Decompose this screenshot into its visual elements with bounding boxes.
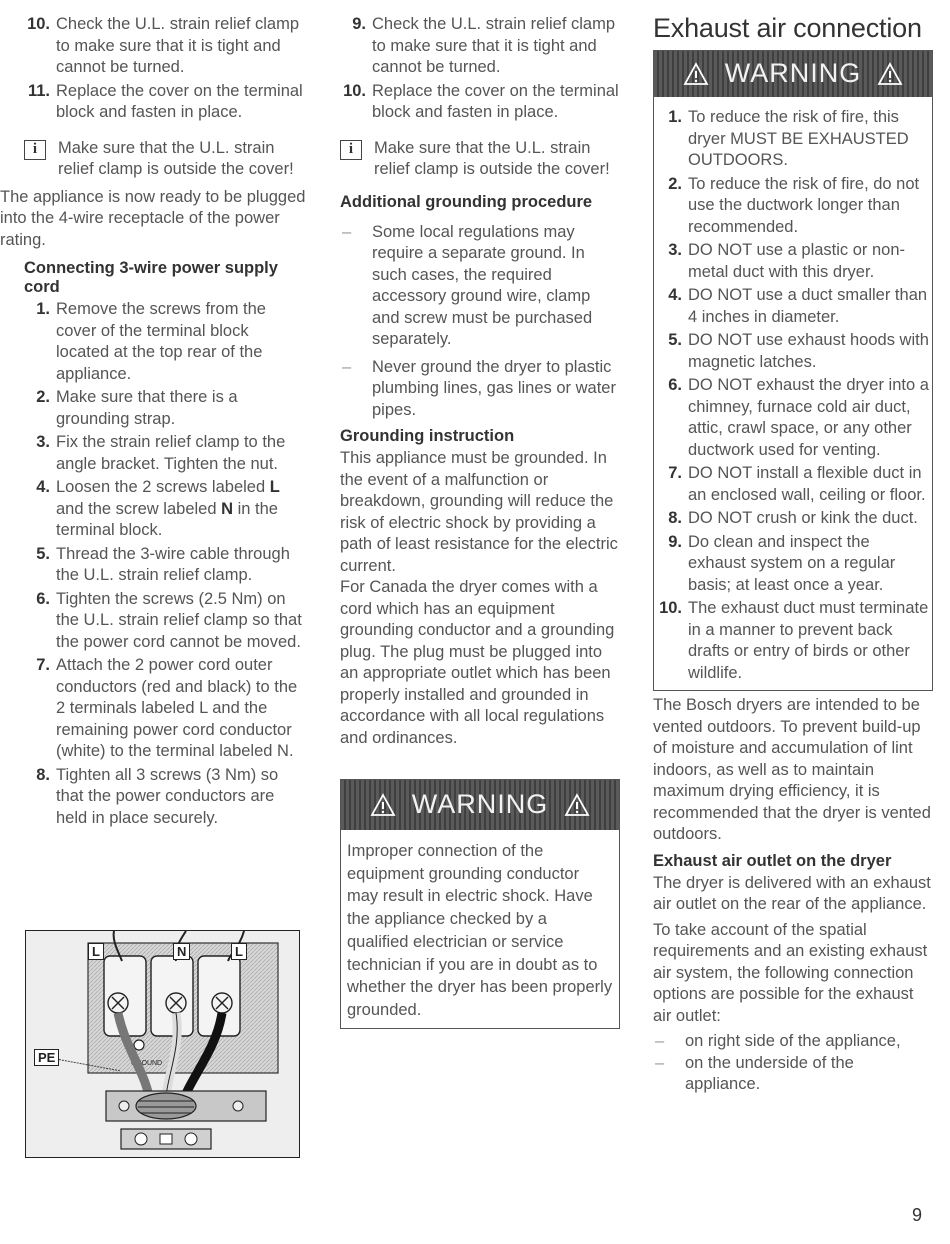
canada-paragraph: For Canada the dryer comes with a cord which has an equipment grounding conductor and a grounding plug. The plug must be plugged into an appropriate outlet which has been properly installed and grounded in accordance with all local regulations and ordinances. <box>340 578 615 747</box>
outlet-paragraph: The dryer is delivered with an exhaust air outlet on the rear of the appliance. <box>653 873 931 913</box>
list-item: 3. DO NOT use a plastic or non-metal duct with this dryer. <box>668 241 906 281</box>
warning-header: WARNING <box>654 51 932 97</box>
list-item: 11. Replace the cover on the terminal block and fasten in place. <box>27 81 303 121</box>
section-heading: Additional grounding procedure <box>340 192 593 211</box>
info-icon: i <box>24 140 46 160</box>
section-heading: Exhaust air outlet on the dryer <box>653 851 892 870</box>
list-item: 1. To reduce the risk of fire, this dryer MUST BE EXHAUSTED OUTDOORS. <box>668 108 909 169</box>
warning-triangle-icon <box>683 62 709 86</box>
ground-screw-icon <box>134 1040 144 1050</box>
column-left <box>0 14 306 831</box>
list-item: 8. DO NOT crush or kink the duct. <box>668 509 918 527</box>
list-item: 9. Do clean and inspect the exhaust system on a regular basis; at least once a year. <box>668 532 896 594</box>
warning-box <box>340 779 620 1029</box>
list-item: 1. Remove the screws from the cover of the terminal block located at the top rear of the appliance. <box>36 300 266 383</box>
list-item: 2. Make sure that there is a grounding strap. <box>36 388 238 428</box>
list-item: 2. To reduce the risk of fire, do not use the ductwork longer than recommended. <box>668 174 920 236</box>
list-item: 10. Check the U.L. strain relief clamp to make sure that it is tight and cannot be turned. <box>27 15 300 76</box>
terminal-n <box>151 956 193 1036</box>
info-icon: i <box>340 140 362 160</box>
column-right <box>653 0 933 1102</box>
list-item: 5. Thread the 3-wire cable through the U.L. strain relief clamp. <box>36 544 290 584</box>
page-title: Exhaust air connection <box>653 13 922 43</box>
list-item: 4. Loosen the 2 screws labeled L and the screw labeled N in the terminal block. <box>36 478 280 539</box>
list-item: – Never ground the dryer to plastic plumbing lines, gas lines or water pipes. <box>342 357 616 419</box>
steps-list <box>0 299 306 829</box>
label-l-left: L <box>88 943 104 960</box>
list-item: – on the underside of the appliance. <box>655 1053 854 1093</box>
section-heading: Connecting 3-wire power supply cord <box>24 259 278 296</box>
warning-body: Improper connection of the equipment grounding conductor may result in electric shock. Have the appliance checked by a qualified electrician or service technician if you are in doubt as to whether the dryer has been properly grounded. <box>347 842 613 1019</box>
list-item: 7. Attach the 2 power cord outer conductors (red and black) to the 2 terminals labeled L and the remaining power cord conductor (white) to the terminal labeled N. <box>36 656 298 760</box>
options-list <box>653 1031 933 1096</box>
ground-label: GROUND <box>131 1060 163 1067</box>
label-n: N <box>173 943 190 960</box>
list-item: 7. DO NOT install a flexible duct in an enclosed wall, ceiling or floor. <box>668 464 926 504</box>
steps-list-continued <box>340 14 622 124</box>
warning-box <box>653 50 933 691</box>
label-pe: PE <box>34 1049 59 1066</box>
list-item: 6. DO NOT exhaust the dryer into a chimney, furnace cold air duct, attic, crawl space, or any other ductwork used for venting. <box>668 376 929 459</box>
warning-triangle-icon <box>370 793 396 817</box>
page-number: 9 <box>911 1204 922 1225</box>
ready-paragraph: The appliance is now ready to be plugged into the 4-wire receptacle of the power rating. <box>0 187 306 249</box>
warning-list <box>656 107 930 684</box>
warning-header: WARNING <box>341 780 619 830</box>
dash-list <box>340 222 622 422</box>
section-heading: Grounding instruction <box>340 427 515 445</box>
terminal-block-illustration <box>26 931 298 1156</box>
list-item: 6. Tighten the screws (2.5 Nm) on the U.L. strain relief clamp so that the power cord cannot be moved. <box>36 589 302 651</box>
spatial-paragraph: To take account of the spatial requirements and an existing exhaust air system, the following connection options are possible for the exhaust air outlet: <box>653 920 928 1025</box>
warning-triangle-icon <box>564 793 590 817</box>
list-item: – on right side of the appliance, <box>655 1032 901 1050</box>
info-note: i Make sure that the U.L. strain relief clamp is outside the cover! <box>340 138 622 181</box>
list-item: – Some local regulations may require a separate ground. In such cases, the required accessory ground wire, clamp and screw must be purchased separately. <box>342 222 593 348</box>
list-item: 10. The exhaust duct must terminate in a manner to prevent back drafts or entry of birds or other wildlife. <box>659 599 929 682</box>
list-item: 5. DO NOT use exhaust hoods with magnetic latches. <box>668 331 929 371</box>
terminal-block-diagram <box>25 930 300 1158</box>
list-item: 10. Replace the cover on the terminal block and fasten in place. <box>343 81 619 121</box>
info-note: i Make sure that the U.L. strain relief clamp is outside the cover! <box>24 138 306 181</box>
column-middle <box>340 14 622 1029</box>
list-item: 8. Tighten all 3 screws (3 Nm) so that the power conductors are held in place securely. <box>36 765 279 827</box>
bosch-paragraph: The Bosch dryers are intended to be vented outdoors. To prevent build-up of moisture and accumulation of lint indoors, as well as to maintain maximum drying efficiency, it is recommended that the dryer is vented outdoors. <box>653 696 931 843</box>
list-item: 9. Check the U.L. strain relief clamp to make sure that it is tight and cannot be turned. <box>352 15 616 76</box>
warning-body <box>654 97 932 690</box>
list-item: 4. DO NOT use a duct smaller than 4 inches in diameter. <box>668 286 928 326</box>
list-item: 3. Fix the strain relief clamp to the angle bracket. Tighten the nut. <box>36 433 286 473</box>
steps-list-continued <box>24 14 306 124</box>
warning-triangle-icon <box>877 62 903 86</box>
label-l-right: L <box>231 943 247 960</box>
grounding-paragraph: This appliance must be grounded. In the event of a malfunction or breakdown, grounding will reduce the risk of electric shock by providing a path of least resistance for the electric current. <box>340 449 618 575</box>
